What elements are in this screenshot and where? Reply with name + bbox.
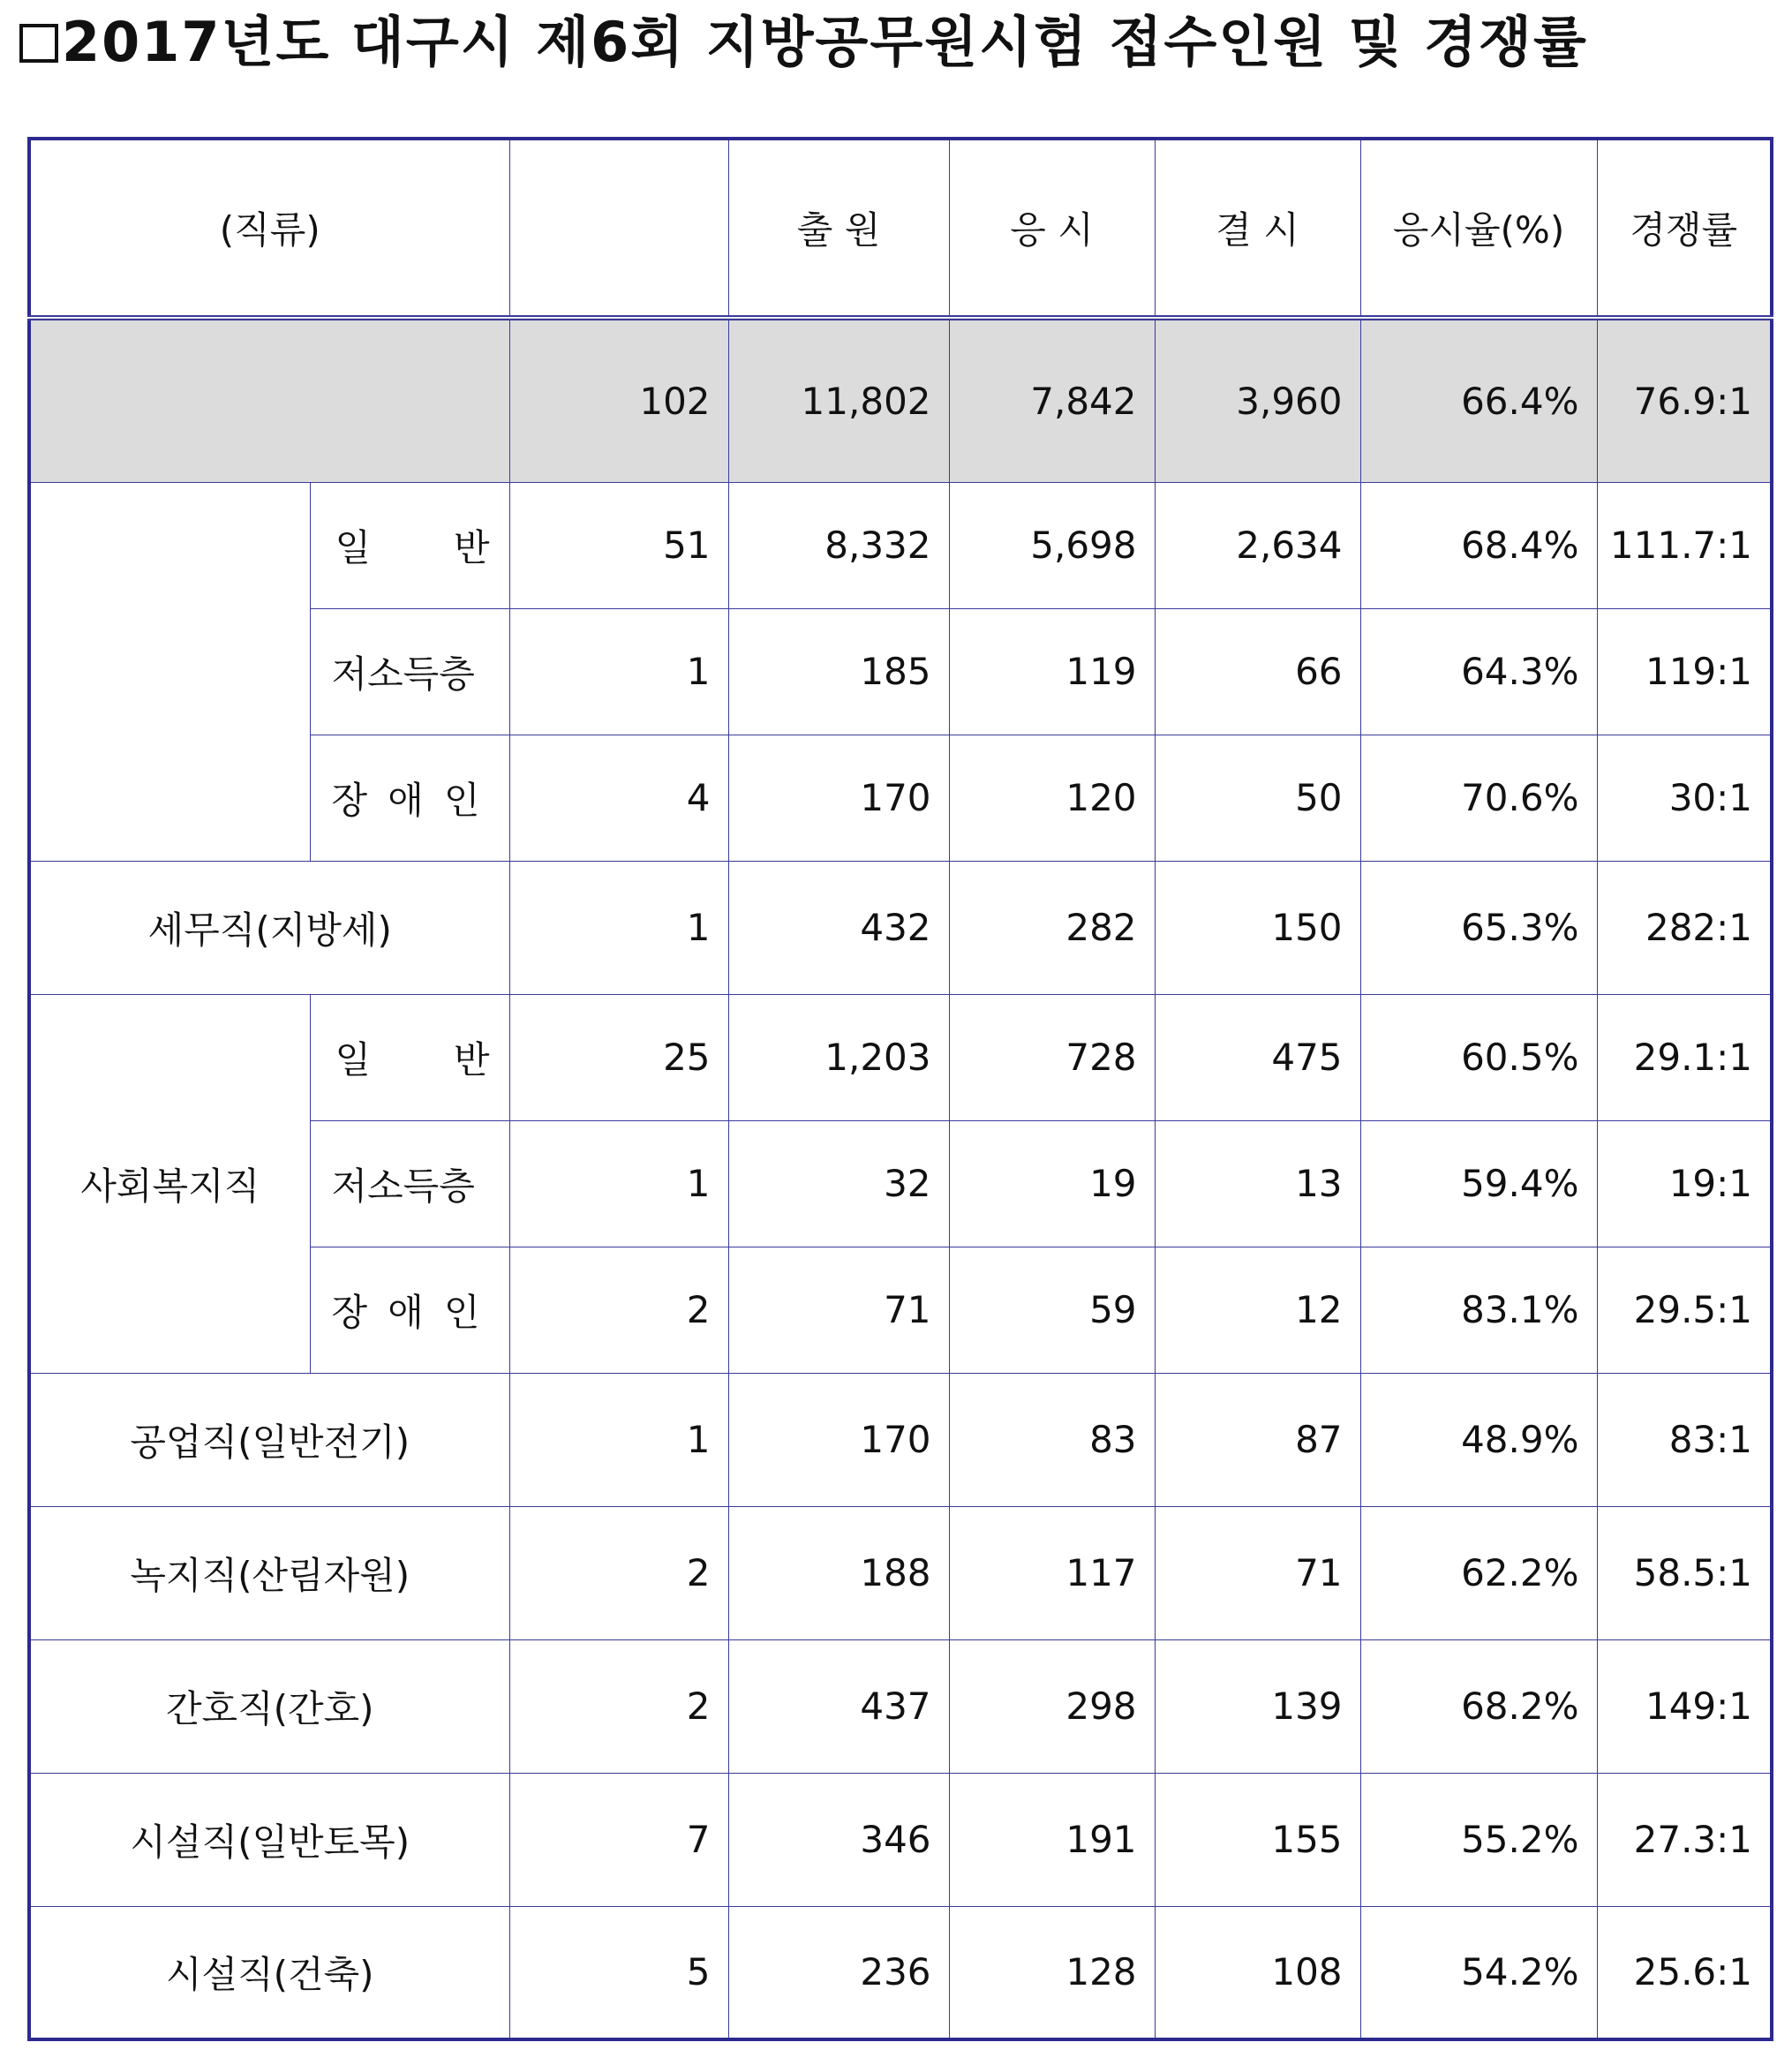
subcategory-low-income: 저소득층	[310, 608, 509, 735]
total-attendance-rate: 66.4%	[1360, 318, 1597, 482]
applied-cell: 170	[728, 1373, 949, 1506]
checkbox-square-icon	[19, 24, 58, 63]
applied-cell: 8,332	[728, 482, 949, 608]
applied-cell: 185	[728, 608, 949, 735]
took-exam-cell: 117	[949, 1506, 1155, 1639]
total-positions: 102	[509, 318, 728, 482]
positions-cell: 7	[509, 1773, 728, 1906]
applied-cell: 32	[728, 1120, 949, 1247]
total-took-exam: 7,842	[949, 318, 1155, 482]
table-row	[29, 861, 1772, 994]
page-title	[19, 5, 1588, 79]
attendance-rate-cell: 65.3%	[1360, 861, 1597, 994]
subcategory-disabled: 장 애 인	[310, 735, 509, 861]
absent-cell: 155	[1155, 1773, 1360, 1906]
subcategory-general: 일 반	[310, 994, 509, 1120]
table-row	[29, 482, 1772, 608]
absent-cell: 108	[1155, 1906, 1360, 2039]
category-cell: 녹지직(산림자원)	[29, 1506, 509, 1639]
applied-cell: 170	[728, 735, 949, 861]
absent-cell: 150	[1155, 861, 1360, 994]
positions-cell: 2	[509, 1247, 728, 1373]
attendance-rate-cell: 62.2%	[1360, 1506, 1597, 1639]
applied-cell: 346	[728, 1773, 949, 1906]
took-exam-cell: 728	[949, 994, 1155, 1120]
absent-cell: 2,634	[1155, 482, 1360, 608]
absent-cell: 50	[1155, 735, 1360, 861]
competition-rate-cell: 282:1	[1597, 861, 1772, 994]
category-cell-blank	[29, 482, 310, 861]
category-cell: 시설직(건축)	[29, 1906, 509, 2039]
positions-cell: 1	[509, 1373, 728, 1506]
competition-rate-cell: 83:1	[1597, 1373, 1772, 1506]
attendance-rate-cell: 83.1%	[1360, 1247, 1597, 1373]
attendance-rate-cell: 60.5%	[1360, 994, 1597, 1120]
applied-cell: 432	[728, 861, 949, 994]
header-competition-rate: 경쟁률	[1597, 139, 1772, 318]
header-absent: 결 시	[1155, 139, 1360, 318]
subcategory-low-income: 저소득층	[310, 1120, 509, 1247]
absent-cell: 12	[1155, 1247, 1360, 1373]
category-cell: 시설직(일반토목)	[29, 1773, 509, 1906]
table-row	[29, 1639, 1772, 1773]
took-exam-cell: 191	[949, 1773, 1155, 1906]
attendance-rate-cell: 55.2%	[1360, 1773, 1597, 1906]
took-exam-cell: 120	[949, 735, 1155, 861]
took-exam-cell: 59	[949, 1247, 1155, 1373]
competition-rate-cell: 119:1	[1597, 608, 1772, 735]
total-competition-rate: 76.9:1	[1597, 318, 1772, 482]
absent-cell: 13	[1155, 1120, 1360, 1247]
applicants-competition-table	[27, 137, 1773, 2041]
total-absent: 3,960	[1155, 318, 1360, 482]
attendance-rate-cell: 68.2%	[1360, 1639, 1597, 1773]
applied-cell: 188	[728, 1506, 949, 1639]
category-cell: 세무직(지방세)	[29, 861, 509, 994]
total-applied: 11,802	[728, 318, 949, 482]
table-row	[29, 1906, 1772, 2039]
positions-cell: 2	[509, 1639, 728, 1773]
competition-rate-cell: 30:1	[1597, 735, 1772, 861]
header-positions	[509, 139, 728, 318]
competition-rate-cell: 19:1	[1597, 1120, 1772, 1247]
attendance-rate-cell: 48.9%	[1360, 1373, 1597, 1506]
absent-cell: 71	[1155, 1506, 1360, 1639]
positions-cell: 1	[509, 861, 728, 994]
header-category: (직류)	[29, 139, 509, 318]
category-cell: 공업직(일반전기)	[29, 1373, 509, 1506]
table-header-row	[29, 139, 1772, 318]
attendance-rate-cell: 70.6%	[1360, 735, 1597, 861]
absent-cell: 475	[1155, 994, 1360, 1120]
header-attendance-rate: 응시율(%)	[1360, 139, 1597, 318]
positions-cell: 2	[509, 1506, 728, 1639]
positions-cell: 1	[509, 1120, 728, 1247]
applied-cell: 236	[728, 1906, 949, 2039]
header-applied: 출 원	[728, 139, 949, 318]
category-cell-social-welfare: 사회복지직	[29, 994, 310, 1373]
category-cell: 간호직(간호)	[29, 1639, 509, 1773]
took-exam-cell: 128	[949, 1906, 1155, 2039]
competition-rate-cell: 29.5:1	[1597, 1247, 1772, 1373]
absent-cell: 139	[1155, 1639, 1360, 1773]
took-exam-cell: 5,698	[949, 482, 1155, 608]
took-exam-cell: 19	[949, 1120, 1155, 1247]
competition-rate-cell: 58.5:1	[1597, 1506, 1772, 1639]
attendance-rate-cell: 54.2%	[1360, 1906, 1597, 2039]
total-label	[29, 318, 509, 482]
took-exam-cell: 83	[949, 1373, 1155, 1506]
page-title-text: 2017년도 대구시 제6회 지방공무원시험 접수인원 및 경쟁률	[62, 10, 1588, 74]
table-row	[29, 1373, 1772, 1506]
positions-cell: 5	[509, 1906, 728, 2039]
competition-rate-cell: 149:1	[1597, 1639, 1772, 1773]
table-row	[29, 994, 1772, 1120]
competition-rate-cell: 29.1:1	[1597, 994, 1772, 1120]
applied-cell: 71	[728, 1247, 949, 1373]
competition-rate-cell: 25.6:1	[1597, 1906, 1772, 2039]
absent-cell: 87	[1155, 1373, 1360, 1506]
attendance-rate-cell: 68.4%	[1360, 482, 1597, 608]
total-row	[29, 318, 1772, 482]
table-row	[29, 1506, 1772, 1639]
positions-cell: 1	[509, 608, 728, 735]
applied-cell: 437	[728, 1639, 949, 1773]
absent-cell: 66	[1155, 608, 1360, 735]
positions-cell: 51	[509, 482, 728, 608]
took-exam-cell: 282	[949, 861, 1155, 994]
positions-cell: 25	[509, 994, 728, 1120]
took-exam-cell: 119	[949, 608, 1155, 735]
positions-cell: 4	[509, 735, 728, 861]
competition-rate-cell: 27.3:1	[1597, 1773, 1772, 1906]
subcategory-disabled: 장 애 인	[310, 1247, 509, 1373]
attendance-rate-cell: 64.3%	[1360, 608, 1597, 735]
took-exam-cell: 298	[949, 1639, 1155, 1773]
attendance-rate-cell: 59.4%	[1360, 1120, 1597, 1247]
competition-rate-cell: 111.7:1	[1597, 482, 1772, 608]
subcategory-general: 일 반	[310, 482, 509, 608]
table-row	[29, 1773, 1772, 1906]
header-took-exam: 응 시	[949, 139, 1155, 318]
applied-cell: 1,203	[728, 994, 949, 1120]
